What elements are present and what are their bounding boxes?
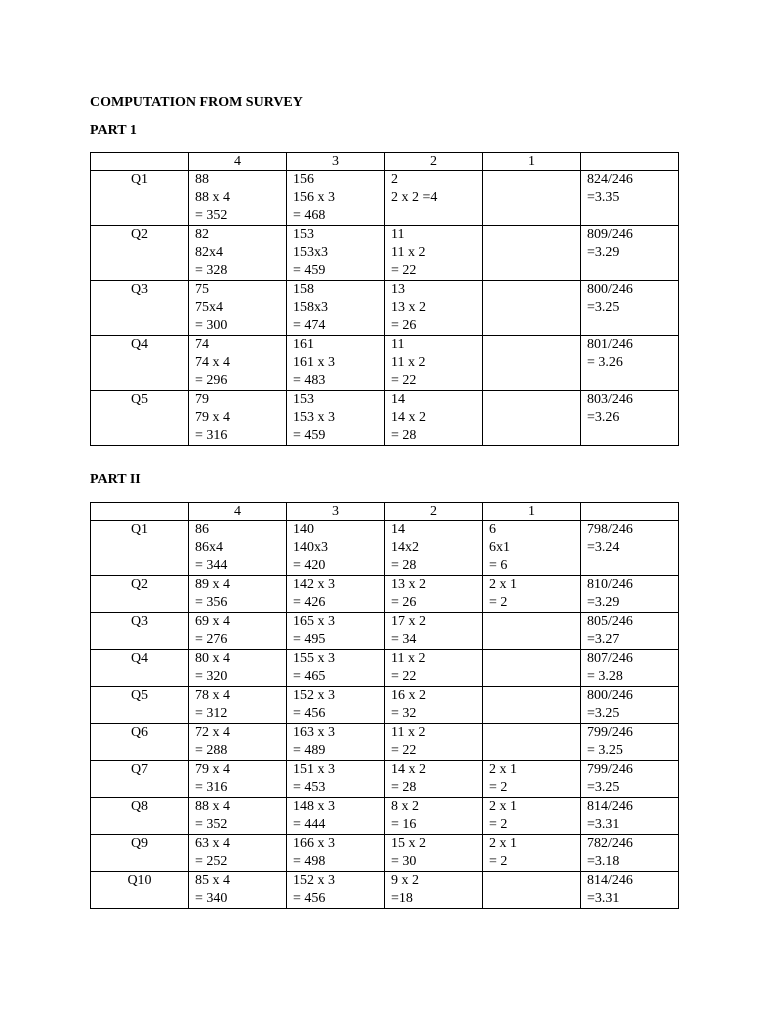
cell-line: 153 <box>293 392 314 407</box>
cell-line: =18 <box>391 891 413 906</box>
count-1-cell <box>483 687 581 724</box>
cell-line: 15 x 2 <box>391 836 426 851</box>
table-row <box>91 650 679 687</box>
cell-line: 161 <box>293 337 314 352</box>
cell-line: =3.27 <box>587 632 620 647</box>
cell-line: = 288 <box>195 743 228 758</box>
cell-line: = 320 <box>195 669 228 684</box>
average-cell <box>581 761 679 798</box>
cell-line: = 252 <box>195 854 228 869</box>
count-3-cell <box>287 872 385 909</box>
count-4-cell <box>189 391 287 446</box>
cell-line: = 426 <box>293 595 326 610</box>
count-3-cell <box>287 613 385 650</box>
cell-line: 86 <box>195 522 209 537</box>
cell-line: 152 x 3 <box>293 873 335 888</box>
cell-line: = 3.26 <box>587 355 623 370</box>
cell-line: = 6 <box>489 558 508 573</box>
question-label: Q6 <box>91 724 189 761</box>
cell-line: 86x4 <box>195 540 223 555</box>
count-1-cell <box>483 171 581 226</box>
count-3-cell <box>287 798 385 835</box>
cell-line: = 316 <box>195 780 228 795</box>
cell-line: = 2 <box>489 817 508 832</box>
count-2-cell <box>385 391 483 446</box>
table-row <box>91 613 679 650</box>
cell-line: = 489 <box>293 743 326 758</box>
cell-line: = 344 <box>195 558 228 573</box>
cell-line: = 465 <box>293 669 326 684</box>
cell-line: 14 x 2 <box>391 762 426 777</box>
table-row <box>91 391 679 446</box>
table-row <box>91 835 679 872</box>
cell-line: = 444 <box>293 817 326 832</box>
count-4-cell <box>189 336 287 391</box>
cell-line: 807/246 <box>587 651 633 666</box>
cell-line: 11 <box>391 227 405 242</box>
cell-line: 142 x 3 <box>293 577 335 592</box>
cell-line: 75x4 <box>195 300 223 315</box>
cell-line: =3.29 <box>587 245 620 260</box>
header-cell: 3 <box>287 503 385 521</box>
average-cell <box>581 391 679 446</box>
header-cell <box>581 503 679 521</box>
count-1-cell <box>483 391 581 446</box>
count-3-cell <box>287 835 385 872</box>
cell-line: 801/246 <box>587 337 633 352</box>
cell-line: 156 <box>293 172 314 187</box>
count-3-cell <box>287 650 385 687</box>
cell-line: 161 x 3 <box>293 355 335 370</box>
count-3-cell <box>287 724 385 761</box>
table-row <box>91 521 679 576</box>
header-cell: 2 <box>385 153 483 171</box>
cell-line: =3.18 <box>587 854 620 869</box>
cell-line: = 453 <box>293 780 326 795</box>
cell-line: =3.31 <box>587 891 620 906</box>
cell-line: 153 x 3 <box>293 410 335 425</box>
cell-line: =3.29 <box>587 595 620 610</box>
cell-line: 11 <box>391 337 405 352</box>
cell-line: 2 x 1 <box>489 762 517 777</box>
cell-line: 89 x 4 <box>195 577 230 592</box>
cell-line: 2 <box>391 172 398 187</box>
average-cell <box>581 835 679 872</box>
part2-heading: PART II <box>90 472 141 487</box>
cell-line: 782/246 <box>587 836 633 851</box>
cell-line: = 328 <box>195 263 228 278</box>
cell-line: 2 x 2 =4 <box>391 190 438 205</box>
count-1-cell <box>483 521 581 576</box>
question-label: Q9 <box>91 835 189 872</box>
cell-line: = 459 <box>293 428 326 443</box>
count-2-cell <box>385 798 483 835</box>
cell-line: = 498 <box>293 854 326 869</box>
count-4-cell <box>189 650 287 687</box>
cell-line: 824/246 <box>587 172 633 187</box>
count-4-cell <box>189 576 287 613</box>
cell-line: 153x3 <box>293 245 328 260</box>
question-label: Q4 <box>91 336 189 391</box>
header-cell: 4 <box>189 153 287 171</box>
cell-line: 80 x 4 <box>195 651 230 666</box>
table-row <box>91 798 679 835</box>
cell-line: 814/246 <box>587 799 633 814</box>
table-row <box>91 687 679 724</box>
question-label: Q4 <box>91 650 189 687</box>
table-row <box>91 336 679 391</box>
header-cell: 1 <box>483 503 581 521</box>
cell-line: 63 x 4 <box>195 836 230 851</box>
cell-line: 69 x 4 <box>195 614 230 629</box>
cell-line: =3.25 <box>587 780 620 795</box>
cell-line: 13 x 2 <box>391 577 426 592</box>
cell-line: 153 <box>293 227 314 242</box>
count-3-cell <box>287 687 385 724</box>
cell-line: = 420 <box>293 558 326 573</box>
cell-line: = 340 <box>195 891 228 906</box>
cell-line: 75 <box>195 282 209 297</box>
cell-line: 163 x 3 <box>293 725 335 740</box>
cell-line: 810/246 <box>587 577 633 592</box>
cell-line: 82 <box>195 227 209 242</box>
question-label: Q3 <box>91 281 189 336</box>
table-header-row <box>91 503 679 521</box>
cell-line: = 22 <box>391 669 417 684</box>
count-1-cell <box>483 761 581 798</box>
cell-line: 140x3 <box>293 540 328 555</box>
cell-line: 799/246 <box>587 725 633 740</box>
cell-line: = 2 <box>489 780 508 795</box>
cell-line: 14 x 2 <box>391 410 426 425</box>
cell-line: =3.26 <box>587 410 620 425</box>
count-1-cell <box>483 724 581 761</box>
count-4-cell <box>189 835 287 872</box>
count-4-cell <box>189 226 287 281</box>
cell-line: = 468 <box>293 208 326 223</box>
cell-line: =3.25 <box>587 300 620 315</box>
count-2-cell <box>385 336 483 391</box>
table-row <box>91 171 679 226</box>
cell-line: 79 x 4 <box>195 762 230 777</box>
cell-line: = 459 <box>293 263 326 278</box>
count-3-cell <box>287 336 385 391</box>
cell-line: = 30 <box>391 854 417 869</box>
cell-line: 85 x 4 <box>195 873 230 888</box>
cell-line: 156 x 3 <box>293 190 335 205</box>
cell-line: = 28 <box>391 780 417 795</box>
cell-line: =3.31 <box>587 817 620 832</box>
header-cell: 3 <box>287 153 385 171</box>
question-label: Q3 <box>91 613 189 650</box>
cell-line: 17 x 2 <box>391 614 426 629</box>
cell-line: = 456 <box>293 706 326 721</box>
count-2-cell <box>385 872 483 909</box>
cell-line: 799/246 <box>587 762 633 777</box>
count-2-cell <box>385 724 483 761</box>
cell-line: 2 x 1 <box>489 836 517 851</box>
average-cell <box>581 226 679 281</box>
count-2-cell <box>385 521 483 576</box>
count-1-cell <box>483 576 581 613</box>
count-1-cell <box>483 650 581 687</box>
count-2-cell <box>385 171 483 226</box>
cell-line: 166 x 3 <box>293 836 335 851</box>
cell-line: = 352 <box>195 817 228 832</box>
cell-line: 152 x 3 <box>293 688 335 703</box>
table-header-row <box>91 153 679 171</box>
cell-line: =3.24 <box>587 540 620 555</box>
cell-line: = 28 <box>391 558 417 573</box>
question-label: Q8 <box>91 798 189 835</box>
header-cell: 4 <box>189 503 287 521</box>
question-label: Q2 <box>91 576 189 613</box>
part1-heading: PART 1 <box>90 123 137 138</box>
count-4-cell <box>189 171 287 226</box>
count-2-cell <box>385 835 483 872</box>
count-4-cell <box>189 798 287 835</box>
average-cell <box>581 613 679 650</box>
cell-line: = 26 <box>391 318 417 333</box>
cell-line: =3.25 <box>587 706 620 721</box>
cell-line: 88 x 4 <box>195 799 230 814</box>
count-2-cell <box>385 687 483 724</box>
cell-line: 800/246 <box>587 688 633 703</box>
cell-line: 79 <box>195 392 209 407</box>
cell-line: 74 x 4 <box>195 355 230 370</box>
question-label: Q2 <box>91 226 189 281</box>
question-label: Q10 <box>91 872 189 909</box>
table-row <box>91 872 679 909</box>
header-cell: 2 <box>385 503 483 521</box>
average-cell <box>581 687 679 724</box>
cell-line: 158x3 <box>293 300 328 315</box>
cell-line: 11 x 2 <box>391 651 426 666</box>
part1-table <box>90 152 679 446</box>
cell-line: 2 x 1 <box>489 799 517 814</box>
question-label: Q5 <box>91 391 189 446</box>
count-3-cell <box>287 761 385 798</box>
cell-line: 803/246 <box>587 392 633 407</box>
cell-line: 151 x 3 <box>293 762 335 777</box>
cell-line: 11 x 2 <box>391 355 426 370</box>
average-cell <box>581 281 679 336</box>
cell-line: 155 x 3 <box>293 651 335 666</box>
count-4-cell <box>189 761 287 798</box>
cell-line: 814/246 <box>587 873 633 888</box>
header-cell <box>581 153 679 171</box>
cell-line: 14x2 <box>391 540 419 555</box>
cell-line: = 2 <box>489 595 508 610</box>
cell-line: = 276 <box>195 632 228 647</box>
table-row <box>91 576 679 613</box>
count-2-cell <box>385 613 483 650</box>
cell-line: =3.35 <box>587 190 620 205</box>
count-1-cell <box>483 281 581 336</box>
cell-line: 6 <box>489 522 496 537</box>
count-3-cell <box>287 391 385 446</box>
cell-line: = 352 <box>195 208 228 223</box>
question-label: Q5 <box>91 687 189 724</box>
count-4-cell <box>189 687 287 724</box>
count-3-cell <box>287 171 385 226</box>
cell-line: 805/246 <box>587 614 633 629</box>
cell-line: 809/246 <box>587 227 633 242</box>
header-cell: 1 <box>483 153 581 171</box>
count-1-cell <box>483 226 581 281</box>
average-cell <box>581 576 679 613</box>
cell-line: 8 x 2 <box>391 799 419 814</box>
count-1-cell <box>483 613 581 650</box>
cell-line: 79 x 4 <box>195 410 230 425</box>
cell-line: = 495 <box>293 632 326 647</box>
count-2-cell <box>385 576 483 613</box>
cell-line: 88 <box>195 172 209 187</box>
count-1-cell <box>483 835 581 872</box>
cell-line: 9 x 2 <box>391 873 419 888</box>
cell-line: = 16 <box>391 817 417 832</box>
cell-line: 82x4 <box>195 245 223 260</box>
cell-line: 78 x 4 <box>195 688 230 703</box>
table-row <box>91 226 679 281</box>
count-4-cell <box>189 521 287 576</box>
cell-line: = 34 <box>391 632 417 647</box>
cell-line: 158 <box>293 282 314 297</box>
question-label: Q1 <box>91 521 189 576</box>
cell-line: = 28 <box>391 428 417 443</box>
average-cell <box>581 872 679 909</box>
average-cell <box>581 650 679 687</box>
cell-line: = 3.28 <box>587 669 623 684</box>
count-3-cell <box>287 576 385 613</box>
cell-line: = 483 <box>293 373 326 388</box>
part2-table <box>90 502 679 909</box>
count-2-cell <box>385 281 483 336</box>
cell-line: = 22 <box>391 373 417 388</box>
count-4-cell <box>189 281 287 336</box>
cell-line: 16 x 2 <box>391 688 426 703</box>
cell-line: 11 x 2 <box>391 725 426 740</box>
cell-line: = 300 <box>195 318 228 333</box>
average-cell <box>581 798 679 835</box>
average-cell <box>581 171 679 226</box>
cell-line: 2 x 1 <box>489 577 517 592</box>
average-cell <box>581 724 679 761</box>
cell-line: 6x1 <box>489 540 510 555</box>
cell-line: 13 x 2 <box>391 300 426 315</box>
average-cell <box>581 521 679 576</box>
header-cell <box>91 503 189 521</box>
cell-line: 798/246 <box>587 522 633 537</box>
count-2-cell <box>385 761 483 798</box>
cell-line: 14 <box>391 392 405 407</box>
cell-line: = 312 <box>195 706 228 721</box>
cell-line: = 474 <box>293 318 326 333</box>
cell-line: = 356 <box>195 595 228 610</box>
cell-line: = 2 <box>489 854 508 869</box>
table-row <box>91 724 679 761</box>
count-2-cell <box>385 226 483 281</box>
cell-line: = 22 <box>391 743 417 758</box>
question-label: Q7 <box>91 761 189 798</box>
count-2-cell <box>385 650 483 687</box>
count-1-cell <box>483 336 581 391</box>
cell-line: 800/246 <box>587 282 633 297</box>
count-3-cell <box>287 521 385 576</box>
cell-line: 13 <box>391 282 405 297</box>
cell-line: 148 x 3 <box>293 799 335 814</box>
document-title: COMPUTATION FROM SURVEY <box>90 95 303 110</box>
cell-line: 74 <box>195 337 209 352</box>
count-4-cell <box>189 872 287 909</box>
question-label: Q1 <box>91 171 189 226</box>
cell-line: = 3.25 <box>587 743 623 758</box>
count-1-cell <box>483 872 581 909</box>
cell-line: 72 x 4 <box>195 725 230 740</box>
cell-line: 14 <box>391 522 405 537</box>
count-4-cell <box>189 724 287 761</box>
cell-line: 140 <box>293 522 314 537</box>
cell-line: 165 x 3 <box>293 614 335 629</box>
cell-line: = 26 <box>391 595 417 610</box>
cell-line: 88 x 4 <box>195 190 230 205</box>
count-1-cell <box>483 798 581 835</box>
cell-line: = 456 <box>293 891 326 906</box>
cell-line: = 32 <box>391 706 417 721</box>
table-row <box>91 761 679 798</box>
count-3-cell <box>287 281 385 336</box>
cell-line: = 316 <box>195 428 228 443</box>
average-cell <box>581 336 679 391</box>
cell-line: = 22 <box>391 263 417 278</box>
header-cell <box>91 153 189 171</box>
count-3-cell <box>287 226 385 281</box>
count-4-cell <box>189 613 287 650</box>
table-row <box>91 281 679 336</box>
cell-line: = 296 <box>195 373 228 388</box>
cell-line: 11 x 2 <box>391 245 426 260</box>
